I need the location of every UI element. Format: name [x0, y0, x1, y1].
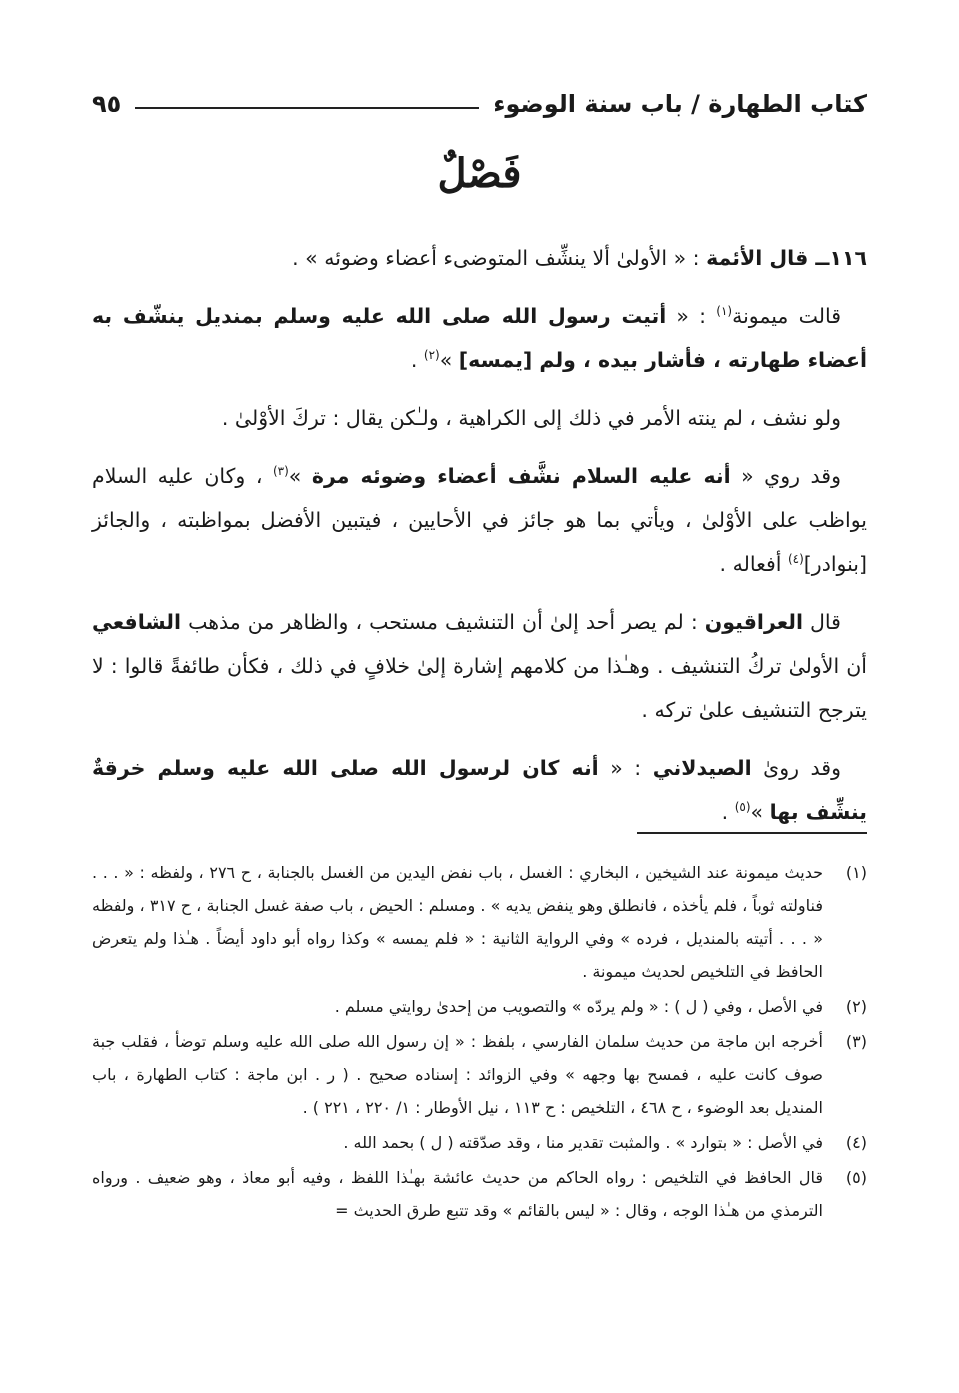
hadith-quote: أتيت رسول الله صلى الله عليه وسلم بمنديل ينشّف به أعضاء طهارته ، فأشار بيده ، ولم [يمسه] — [92, 304, 867, 372]
paragraph-text: وقد روي « — [730, 464, 841, 488]
footnote-ref[interactable]: (٢) — [423, 348, 440, 362]
paragraph-text: » — [750, 800, 770, 824]
paragraph-6 — [92, 746, 867, 834]
paragraph-text: . — [410, 348, 424, 372]
scholar-name: الصيدلاني — [652, 756, 752, 780]
scholar-name: العراقيون — [704, 610, 803, 634]
paragraph-text: وقد روىٰ — [751, 756, 841, 780]
paragraph-text: » — [288, 464, 312, 488]
footnote-text: في الأصل : « بتوارد » . والمثبت تقدير منا ، وقد صدّقته ( ل ) بحمد الله . — [343, 1133, 823, 1152]
paragraph-text: . — [721, 800, 735, 824]
scholar-name: الشافعي — [92, 610, 182, 634]
paragraph-text: أن الأولىٰ تركُ التنشيف . وهـٰذا من كلامهم إشارة إلىٰ خلافٍ في ذلك ، فكأن طائفةً قالوا : لا يترجح التنشيف علىٰ تركه . — [92, 654, 867, 722]
footnote-ref[interactable]: (٣) — [272, 464, 289, 478]
header-rule — [135, 107, 479, 109]
paragraph-text: أفعاله . — [719, 552, 788, 576]
running-title: كتاب الطهارة / باب سنة الوضوء — [493, 90, 867, 118]
paragraph-text: » — [439, 348, 459, 372]
main-text — [92, 236, 867, 848]
footnote-text: حديث ميمونة عند الشيخين ، البخاري : الغسل ، باب نفض اليدين من الغسل بالجنابة ، ح ٢٧٦ ، ولفظه : « . . . فناولته ثوباً ، فلم يأخذه ، فانطلق وهو ينفض يديه » . ومسلم : الحيض ، باب صفة غسل الجنابة ، ح ٣١٧ ، ولفظه « . . . أتيته بالمنديل ، فرده » وفي الرواية الثانية : « فلم يمسه » وكذا رواه أبو داود أيضاً . هـٰذا ولم يتعرض الحافظ في التلخيص لحديث ميمونة . — [92, 863, 823, 981]
paragraph-text: قالت ميمونة — [732, 304, 842, 328]
footnote-number: (٤) — [845, 1133, 867, 1152]
footnote-ref[interactable]: (١) — [716, 304, 733, 318]
paragraph-text: : « — [598, 756, 653, 780]
paragraph-text: : « — [666, 304, 717, 328]
footnote-number: (١) — [845, 863, 867, 882]
footnote-number: (٣) — [845, 1032, 867, 1051]
paragraph-text: قال — [803, 610, 841, 634]
footnote — [92, 1161, 867, 1227]
footnote-number: (٢) — [845, 997, 867, 1016]
footnote — [92, 1025, 867, 1124]
paragraph-2 — [92, 294, 867, 382]
footnote-ref[interactable]: (٥) — [734, 800, 751, 814]
section-heading: فَصْلٌ — [437, 150, 522, 197]
paragraph-text: ولو نشف ، لم ينته الأمر في ذلك إلى الكراهية ، ولـٰكن يقال : تركَ الأوْلىٰ . — [221, 406, 841, 430]
footnote-text: في الأصل ، وفي ( ل ) : « ولم يردّه » والتصويب من إحدىٰ روايتي مسلم . — [334, 997, 823, 1016]
footnotes — [92, 856, 867, 1229]
footnote — [92, 990, 867, 1023]
paragraph-text: : « الأولىٰ ألا ينشِّف المتوضىء أعضاء وضوئه » . — [292, 246, 707, 270]
footnote-ref[interactable]: (٤) — [787, 552, 804, 566]
page-number: ٩٥ — [92, 90, 122, 118]
paragraph-4 — [92, 454, 867, 586]
hadith-quote: أنه عليه السلام نشَّف أعضاء وضوئه مرة — [311, 464, 731, 488]
footnote-number: (٥) — [845, 1168, 867, 1187]
footnote-text: قال الحافظ في التلخيص : رواه الحاكم من حديث عائشة بهـٰذا اللفظ ، وفيه أبو معاذ ، وهو ضعيف . ورواه الترمذي من هـٰذا الوجه ، وقال : « ليس بالقائم » وقد تتبع طرق الحديث = — [92, 1168, 823, 1220]
footnote-separator — [637, 832, 867, 834]
footnote — [92, 856, 867, 988]
footnote-text: أخرجه ابن ماجة من حديث سلمان الفارسي ، بلفظ : « إن رسول الله صلى الله عليه وسلم توضأ ، فقلب جبة صوف كانت عليه ، فمسح بها وجهه » وفي الزوائد : إسناده صحيح . ( ر . ابن ماجة : كتاب الطهارة ، باب المنديل بعد الوضوء ، ح ٤٦٨ ، التلخيص : ح ١١٣ ، نيل الأوطار : ١/ ٢٢٠ ، ٢٢١ ) . — [92, 1032, 823, 1117]
paragraph-3 — [92, 396, 867, 440]
paragraph-text: : لم يصر أحد إلىٰ أن التنشيف مستحب ، والظاهر من مذهب — [181, 610, 705, 634]
running-header — [92, 84, 867, 124]
paragraph-text: ، وكان عليه السلام يواظب على الأوْلىٰ ، ويأتي بما هو جائز في الأحايين ، فيتبين الأفضل بمواظبته ، والجائز [بنوادر] — [92, 464, 867, 576]
paragraph-1 — [92, 236, 867, 280]
footnote — [92, 1126, 867, 1159]
paragraph-5 — [92, 600, 867, 732]
hadith-quote: أنه كان لرسول الله صلى الله عليه وسلم خرقةٌ ينشِّف بها — [92, 756, 867, 824]
issue-number-heading: ١١٦ــ قال الأئمة — [706, 246, 867, 270]
